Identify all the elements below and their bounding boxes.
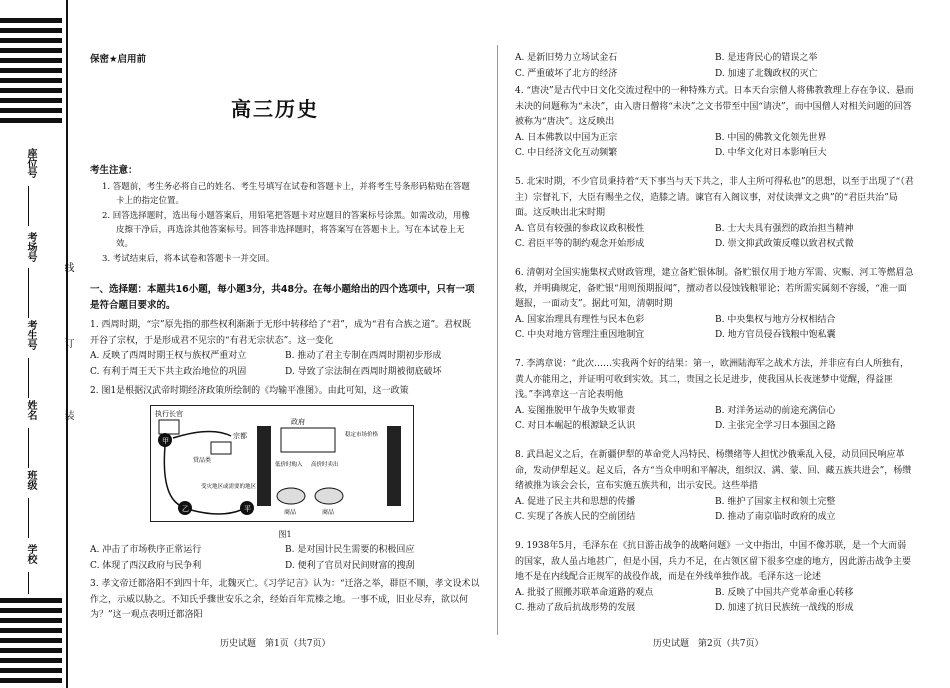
question-stem: 9. 1938年5月，毛泽东在《抗日游击战争的战略问题》一文中指出，中国不像苏联，是一个大而弱的国家，敌人虽占地甚广，但是小国，兵力不足，在占领区留下很多空虚的地方，因此游击战争主要地不是在内线配合正规军的战役作战，而是在外线单独作战。毛泽东这一论述	[515, 541, 912, 582]
stripe	[0, 98, 62, 103]
option-a[interactable]: A. 批驳了照搬苏联革命道路的观点	[515, 587, 654, 598]
option-list	[515, 51, 915, 82]
figure-label: 政府	[291, 418, 305, 426]
divider-bar	[257, 426, 271, 506]
question-9	[515, 539, 915, 617]
option-a[interactable]: A. 妄图推脱甲午战争失败罪责	[515, 405, 636, 416]
option-list	[515, 586, 915, 617]
fill-line	[28, 186, 29, 226]
question-7	[515, 357, 915, 435]
bind-mark-line: 线	[62, 262, 73, 272]
label-exam-room: 考场号	[25, 232, 36, 262]
arrow-path	[173, 431, 231, 438]
question-6	[515, 266, 915, 344]
figure-label: 赏品类	[193, 457, 212, 464]
figure-label: 宗都	[233, 432, 247, 440]
stripe	[0, 598, 62, 603]
page-title: 高三历史	[231, 97, 319, 121]
arrow-path	[164, 446, 181, 506]
option-b[interactable]: B. 维护了国家主权和领土完整	[715, 496, 836, 507]
option-list	[90, 349, 480, 380]
page-left	[90, 0, 480, 688]
option-a[interactable]: A. 官员有较强的参政议政积极性	[515, 223, 645, 234]
stripe	[0, 118, 62, 123]
notice-heading: 考生注意：	[90, 165, 138, 176]
question-stem: 2. 图1是根据汉武帝时期经济政策所绘制的《均输平准图》。由此可知，这一政策	[90, 386, 409, 396]
fill-line	[28, 572, 29, 594]
option-d[interactable]: D. 推动了南京临时政府的成立	[715, 512, 836, 522]
question-stem: 5. 北宋时期，不少官员秉持着“天下事当与天下共之，非人主所可得私也”的思想，以至于出现了“（君主）宗督礼下，大臣有赐坐之仪，造膝之请。谏官有入阁议事，对仗读弹文之典”的“君臣共治”局面。这反映出北宋时期	[515, 177, 914, 218]
question-stem: 1. 西周时期，“宗”原先指的那些权利渐渐于无形中转移给了“君”，成为“君有合族之道”。君权既开谷了宗权，于是形成君不见宗的“有君无宗状态”。这一变化	[90, 320, 472, 346]
option-a[interactable]: A. 是新旧势力立场试金石	[515, 53, 618, 63]
label-name: 姓名	[25, 400, 36, 420]
figure-drawing	[151, 406, 413, 521]
question-stem: 8. 武昌起义之后，在新疆伊犁的革命党人冯特民、杨缵绪等人担忧沙俄乘乱入侵，动员回民响应革命，发动伊犁起义。起义后，各方“当众申明和平解决，组织汉、满、蒙、回、藏五族共进会”，杨缵绪被推为该会会长，宣布实施五族共和，出示安民。这些举措	[515, 450, 912, 491]
option-c[interactable]: C. 严重破坏了北方的经济	[515, 68, 618, 79]
option-a[interactable]: A. 促进了民主共和思想的传播	[515, 496, 636, 507]
bind-mark-order: 订	[62, 338, 73, 348]
section-heading: 一、选择题：本题共16小题，每小题3分，共48分。在每小题给出的四个选项中，只有一项是符合题目要求的。	[90, 284, 475, 311]
stripe	[0, 68, 62, 73]
option-list	[90, 543, 480, 574]
question-2	[90, 384, 480, 400]
figure-label: 平	[244, 505, 251, 513]
figure-label: 商品	[284, 509, 297, 516]
option-d[interactable]: D. 地方官员侵吞钱粮中饱私囊	[715, 330, 836, 340]
stripe	[0, 48, 62, 53]
figure-label: 受灾地区或需要的地区	[201, 484, 257, 490]
option-a[interactable]: A. 冲击了市场秩序正常运行	[90, 545, 202, 555]
question-3-options	[515, 51, 915, 82]
city-box	[211, 442, 231, 454]
fill-line	[28, 358, 29, 398]
option-list	[515, 131, 915, 162]
option-c[interactable]: C. 中日经济文化互动频繁	[515, 148, 618, 158]
goods-pile	[277, 488, 305, 504]
notice-item: 3. 考试结束后，将本试卷和答题卡一并交回。	[102, 254, 275, 264]
fill-line	[28, 498, 29, 538]
question-stem: 3. 孝文帝迁都洛阳不到四十年，北魏灭亡。《习学记言》认为：“迁洛之举，群臣不顺，孝文设术以作之，示威以胁之。不知氏乎骤世安乐之余，经始百年荒榛之地。一事不成，旧业尽弃，欲以何为？”这一观点表明迁都洛阳	[90, 579, 480, 620]
option-d[interactable]: D. 便利了官员对民间财富的搜刮	[285, 560, 415, 571]
option-d[interactable]: D. 主张完全学习日本强国之路	[715, 421, 836, 431]
option-b[interactable]: B. 推动了君主专制在西周时期初步形成	[285, 351, 442, 361]
figure-label: 甲	[162, 437, 169, 445]
question-5	[515, 175, 915, 253]
notice-item: 2. 回答选择题时，选出每小题答案后，用铅笔把答题卡对应题目的答案标号涂黑。如需改动，用橡皮擦干净后，再选涂其他答案标号。回答非选择题时，将答案写在答题卡上。写在本试卷上无效。	[102, 211, 470, 249]
stripe	[0, 678, 62, 683]
question-stem: 6. 清朝对全国实施集权式财政管理，建立备贮银体制。备贮银仅用于地方军需、灾赈、河工等燃眉急救，并明确规定，备贮银“用则预期报闻”，擅动者以侵蚀钱粮罪论；若所需实属刻不容缓，“准一面题报，一面动支”。据此可知，清朝时期	[515, 268, 914, 309]
question-4	[515, 84, 915, 162]
figure-label: 执行长官	[155, 410, 183, 418]
figure-label: 稳定市场价格	[345, 432, 379, 438]
option-list	[515, 222, 915, 253]
question-1	[90, 318, 480, 380]
fill-line	[28, 268, 29, 318]
page-footer-right: 历史试题 第2页（共7页）	[653, 639, 764, 649]
option-list	[515, 313, 915, 344]
notice-item: 1. 答题前，考生务必将自己的姓名、考生号填写在试卷和答题卡上，并将考生号条形码粘贴在答题卡上的指定位置。	[102, 182, 470, 206]
option-b[interactable]: B. 反映了中国共产党革命重心转移	[715, 587, 854, 598]
stripe	[0, 618, 62, 623]
option-a[interactable]: A. 国家治理具有理性与民本色彩	[515, 314, 645, 325]
option-a[interactable]: A. 反映了西周时期王权与族权严重对立	[90, 351, 247, 361]
page-divider	[497, 45, 498, 635]
stripe	[0, 28, 62, 33]
question-2-options	[90, 543, 480, 574]
page-footer-left: 历史试题 第1页（共7页）	[220, 639, 331, 649]
option-c[interactable]: C. 对日本崛起的根源缺乏认识	[515, 421, 636, 431]
question-stem: 7. 李鸿章说：“此次……实我两个好的结果：第一，欧洲陆海军之战术方法，并非应有白人所独有，黄人亦能用之，并证明可收到实效。其二，贵国之长足进步，使我国从长夜迷梦中觉醒，得益匪浅。”李鸿章这一言论表明他	[515, 359, 910, 400]
secret-mark: 保密★启用前	[90, 54, 147, 65]
option-b[interactable]: B. 是对国计民生需要的积极回应	[285, 545, 415, 555]
stripe	[0, 628, 62, 633]
option-c[interactable]: C. 有利于周王天下共主政治地位的巩固	[90, 366, 247, 377]
stripe	[0, 88, 62, 93]
official-box	[159, 420, 179, 434]
option-d[interactable]: D. 崇文抑武政策反噬以致君权式微	[715, 239, 854, 249]
label-school: 学校	[25, 544, 36, 564]
option-b[interactable]: B. 是违背民心的错误之举	[715, 53, 818, 63]
divider-bar	[387, 426, 401, 506]
option-list	[515, 495, 915, 526]
option-b[interactable]: B. 士大夫具有强烈的政治担当精神	[715, 223, 854, 234]
option-d[interactable]: D. 中华文化对日本影响巨大	[715, 148, 827, 158]
goods-pile	[315, 488, 343, 504]
figure-equal-transport	[150, 405, 414, 522]
government-building	[281, 428, 335, 452]
label-exam-id: 考生号	[25, 320, 36, 350]
option-a[interactable]: A. 日本佛教以中国为正宗	[515, 132, 618, 143]
option-c[interactable]: C. 中央对地方管理注重因地制宜	[515, 330, 645, 340]
question-stem: 4. “唐决”是古代中日文化交流过程中的一种特殊方式。日本天台宗僧人将佛教教理上存在争议、悬而未决的问题称为“未决”，由入唐日僧将“未决”之文书带至中国“请决”，而中国僧人对相关问题的回答被称为“唐决”。这反映出	[515, 86, 914, 127]
option-list	[515, 404, 915, 435]
option-b[interactable]: B. 对洋务运动的前途充满信心	[715, 405, 836, 416]
option-d[interactable]: D. 导致了宗法制在西周时期被彻底破坏	[285, 366, 442, 377]
option-c[interactable]: C. 实现了各族人民的空前团结	[515, 512, 636, 522]
page-right	[515, 0, 915, 688]
stripe	[0, 668, 62, 673]
bind-mark-install: 装	[62, 410, 73, 420]
figure-label: 商品	[322, 509, 335, 516]
option-c[interactable]: C. 体现了西汉政府与民争利	[90, 560, 202, 571]
option-d[interactable]: D. 加速了抗日民族统一战线的形成	[715, 603, 854, 613]
stripe	[0, 58, 62, 63]
stripe	[0, 648, 62, 653]
question-3	[90, 577, 480, 624]
option-b[interactable]: B. 中央集权与地方分权相结合	[715, 314, 836, 325]
label-seat-number: 座位号	[25, 148, 36, 178]
stripe	[0, 38, 62, 43]
option-c[interactable]: C. 君臣平等的制约观念开始形成	[515, 239, 645, 249]
figure-caption: 图1	[278, 530, 292, 539]
option-b[interactable]: B. 中国的佛教文化领先世界	[715, 132, 827, 143]
stripe	[0, 78, 62, 83]
figure-label: 高价时卖出	[311, 462, 339, 468]
question-8	[515, 448, 915, 526]
figure-label: 低价时购入	[275, 462, 303, 468]
figure-label: 乙	[182, 505, 189, 513]
stripe	[0, 638, 62, 643]
stripe	[0, 658, 62, 663]
stripe	[0, 18, 62, 23]
notice-list	[102, 180, 472, 267]
label-class: 班级	[25, 470, 36, 490]
fill-line	[28, 428, 29, 468]
arrow-path	[191, 510, 241, 514]
stripe	[0, 608, 62, 613]
option-d[interactable]: D. 加速了北魏政权的灭亡	[715, 68, 818, 79]
stripe	[0, 108, 62, 113]
option-c[interactable]: C. 推动了敌后抗战形势的发展	[515, 603, 636, 613]
